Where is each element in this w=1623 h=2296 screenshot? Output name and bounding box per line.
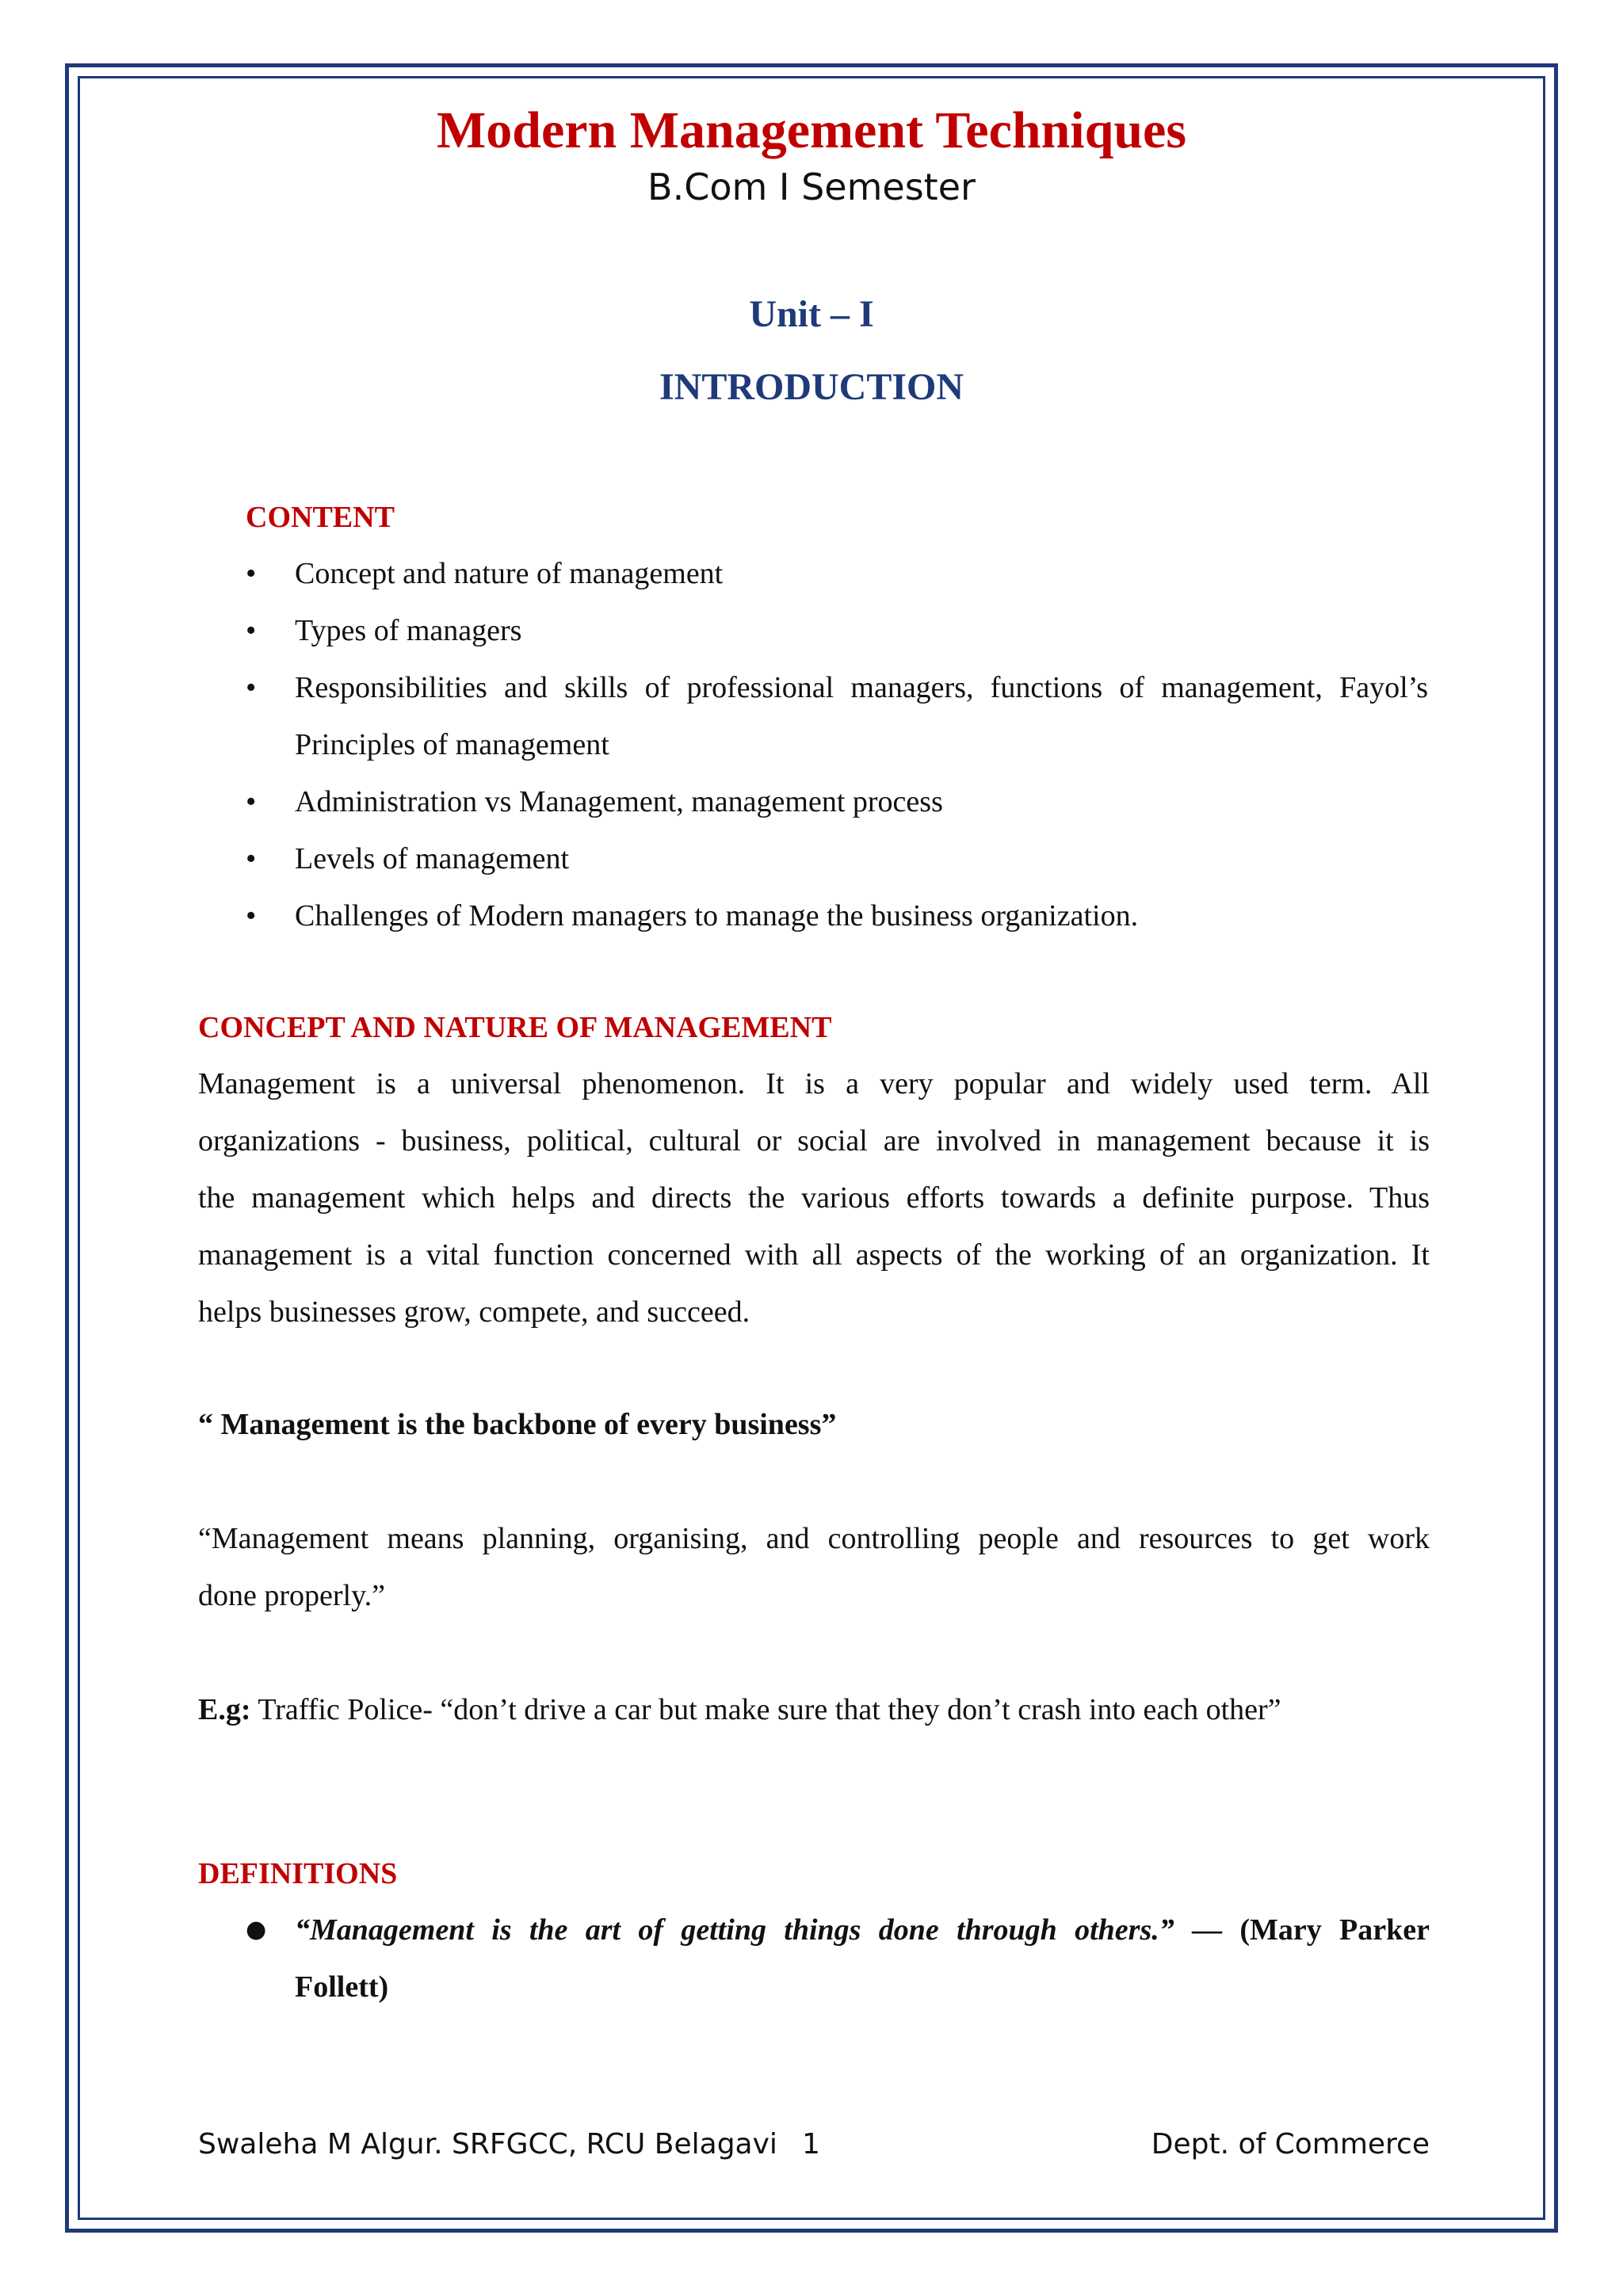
unit-title: INTRODUCTION xyxy=(659,366,964,408)
list-item-text: Responsibilities and skills of professional managers, functions of management, Fayol’s xyxy=(295,671,1428,704)
example-label: E.g: xyxy=(198,1693,251,1726)
definition-quote-text: “Management is the art of getting things done through others.” xyxy=(295,1913,1174,1947)
page-number: 1 xyxy=(802,2128,820,2161)
footer-department: Dept. of Commerce xyxy=(1151,2128,1430,2161)
bullet-icon: • xyxy=(246,557,257,590)
list-item-text: Principles of management xyxy=(295,728,609,761)
example-text: Traffic Police- “don’t drive a car but make sure that they don’t crash into each other” xyxy=(250,1693,1281,1726)
definition-quote xyxy=(198,1510,1430,1624)
bullet-icon: • xyxy=(246,842,257,875)
bullet-icon: ● xyxy=(246,1916,267,1943)
bullet-icon: • xyxy=(246,785,257,818)
definition-author-continuation: Follett) xyxy=(295,1970,389,2004)
list-item-text: Challenges of Modern managers to manage the business organization. xyxy=(295,899,1139,933)
paragraph-line: “Management means planning, organising, and controlling people and resources to get work xyxy=(198,1522,1430,1555)
definition-text-line1 xyxy=(295,1901,1430,1958)
unit-label: Unit – I xyxy=(749,293,874,335)
list-item-text: Levels of management xyxy=(295,842,570,875)
paragraph-line: the management which helps and directs the various efforts towards a definite purpose. Thus xyxy=(198,1181,1430,1215)
bullet-icon: • xyxy=(246,671,257,704)
footer-author: Swaleha M Algur. SRFGCC, RCU Belagavi xyxy=(198,2128,777,2161)
paragraph-line: done properly.” xyxy=(198,1579,385,1612)
paragraph-line: management is a vital function concerned with all aspects of the working of an organization. It xyxy=(198,1238,1430,1272)
concept-paragraph xyxy=(198,1055,1430,1341)
document-subtitle: B.Com I Semester xyxy=(647,166,976,208)
paragraph-line: Management is a universal phenomenon. It is a very popular and widely used term. All xyxy=(198,1067,1430,1100)
definitions-heading: DEFINITIONS xyxy=(198,1857,398,1890)
definition-author: — (Mary Parker xyxy=(1174,1913,1430,1947)
example-line xyxy=(198,1681,1281,1738)
bullet-icon: • xyxy=(246,899,257,933)
list-item-text: Administration vs Management, management process xyxy=(295,785,943,818)
backbone-quote: “ Management is the backbone of every business” xyxy=(198,1408,837,1441)
paragraph-line: organizations - business, political, cultural or social are involved in management because it is xyxy=(198,1124,1430,1158)
concept-heading: CONCEPT AND NATURE OF MANAGEMENT xyxy=(198,1011,832,1044)
list-item-text: Concept and nature of management xyxy=(295,557,724,590)
bullet-icon: • xyxy=(246,614,257,647)
paragraph-line: helps businesses grow, compete, and succeed. xyxy=(198,1295,750,1329)
list-item-text: Types of managers xyxy=(295,614,522,647)
document-title: Modern Management Techniques xyxy=(436,101,1187,159)
content-heading: CONTENT xyxy=(246,501,395,534)
